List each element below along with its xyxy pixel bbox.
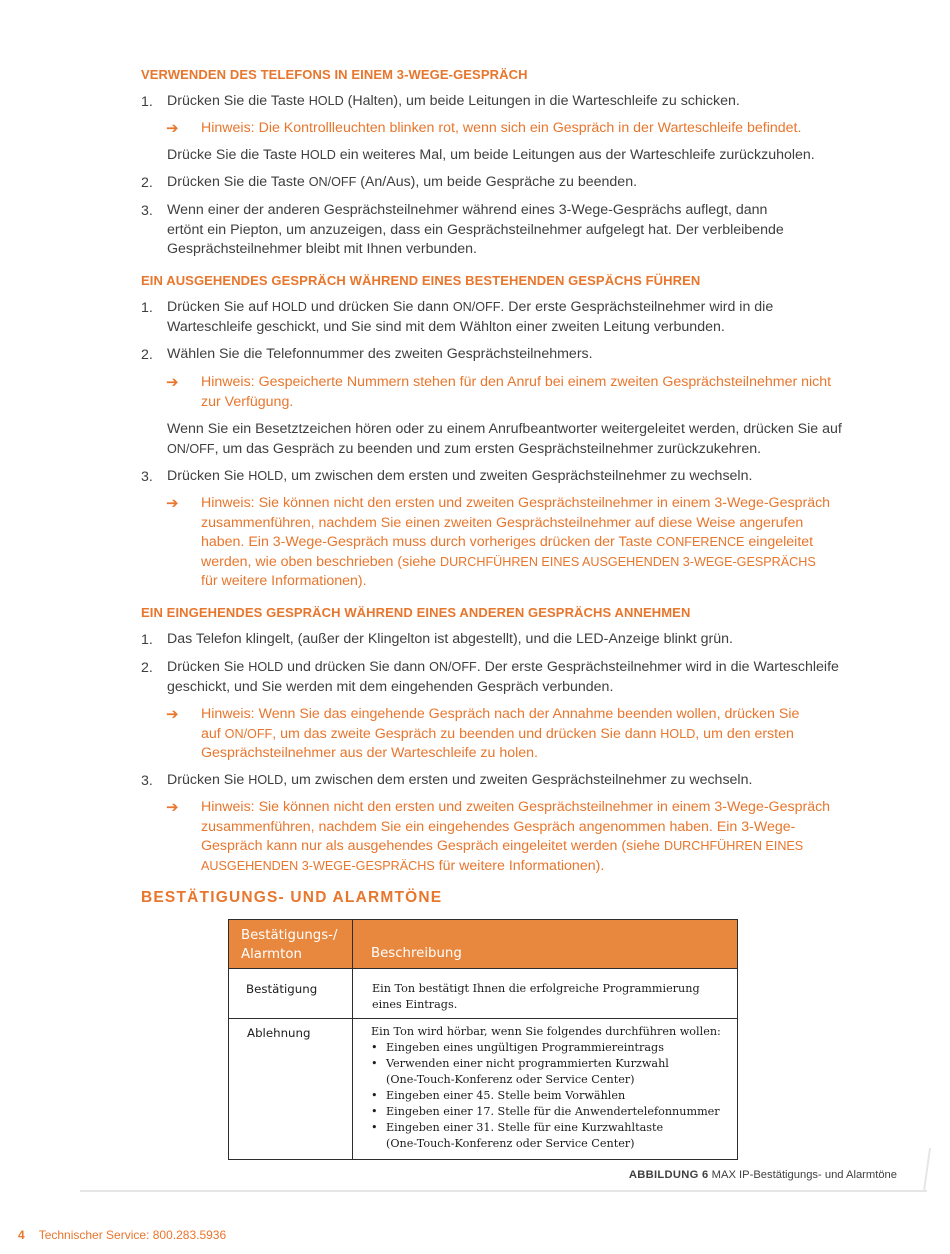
busy-paragraph: Wenn Sie ein Besetztzeichen hören oder zu einem Anrufbeantworter weitergeleitet werden, drücken Sie auf ON/OFF, um das Gespräch zu beenden und zum ersten Gesprächsteilnehmer zurückzukehren. [167, 421, 842, 457]
section-heading-3way: VERWENDEN DES TELEFONS IN EINEM 3-WEGE-GESPRÄCH [141, 67, 528, 82]
list-item-text: Wählen Sie die Telefonnummer des zweiten Gesprächsteilnehmers. [167, 346, 593, 362]
note-1: Hinweis: Die Kontrollleuchten blinken rot, wenn sich ein Gespräch in der Warteschleife befindet. [201, 120, 802, 136]
note-5: Hinweis: Sie können nicht den ersten und zweiten Gesprächsteilnehmer in einem 3-Wege-Gespräch zusammenführen, nachdem Sie ein eingehendes Gespräch angenommen haben. Ein 3-Wege- Gespräch kann nur als ausgehendes Gespräch eingeleitet werden (siehe DURCHFÜHREN EINES AUSGEHENDEN 3-WEGE-GESPRÄCHS für weitere Informationen). [201, 799, 831, 874]
note-2: Hinweis: Gespeicherte Nummern stehen für den Anruf bei einem zweiten Gesprächsteilnehmer nicht zur Verfügung. [201, 374, 832, 410]
arrow-right-icon: ➔ [166, 374, 179, 391]
list-number: 2. [141, 175, 153, 191]
footer-rule-corner [923, 1148, 931, 1191]
row-divider [229, 1018, 737, 1019]
arrow-right-icon: ➔ [166, 799, 179, 816]
tones-table [228, 919, 738, 1160]
list-item-text: Drücken Sie die Taste HOLD (Halten), um beide Leitungen in die Warteschleife zu schicken. [167, 93, 740, 109]
list-item-text: Drücken Sie HOLD und drücken Sie dann ON/OFF. Der erste Gesprächsteilnehmer wird in die Warteschleife geschickt, und Sie werden mit dem eingehenden Gespräch verbunden. [167, 659, 839, 695]
list-item: • Verwenden einer nicht programmierten Kurzwahl (One-Touch-Konferenz oder Service Center) [371, 1056, 721, 1088]
arrow-right-icon: ➔ [166, 120, 179, 137]
list-number: 3. [141, 203, 153, 219]
figure-caption: ABBILDUNG 6 MAX IP-Bestätigungs- und Alarmtöne [628, 1169, 897, 1181]
row-label-reject: Ablehnung [247, 1026, 311, 1040]
list-item: • Eingeben einer 45. Stelle beim Vorwählen [371, 1088, 721, 1104]
list-number: 2. [141, 660, 153, 676]
note-3: Hinweis: Sie können nicht den ersten und zweiten Gesprächsteilnehmer in einem 3-Wege-Gespräch zusammenführen, nachdem Sie einen zweiten Gesprächsteilnehmer auf diese Weise angerufen haben. Ein 3-Wege-Gespräch muss durch vorheriges drücken der Taste CONFERENCE eingeleitet werden, wie oben beschrieben (siehe DURCHFÜHREN EINES AUSGEHENDEN 3-WEGE-GESPRÄCHS für weitere Informationen). [201, 495, 831, 590]
list-number: 1. [141, 632, 153, 648]
list-item-text: Drücken Sie die Taste ON/OFF (An/Aus), um beide Gespräche zu beenden. [167, 174, 638, 190]
list-item-text: Drücken Sie HOLD, um zwischen dem ersten und zweiten Gesprächsteilnehmer zu wechseln. [167, 772, 753, 788]
support-phone: Technischer Service: 800.283.5936 [38, 1228, 227, 1242]
note-4: Hinweis: Wenn Sie das eingehende Gespräch nach der Annahme beenden wollen, drücken Sie auf ON/OFF, um das zweite Gespräch zu beenden und drücken Sie dann HOLD, um den ersten Gesprächsteilnehmer aus der Warteschleife zu holen. [201, 706, 800, 762]
reject-bullet-list [371, 1040, 721, 1152]
key-onoff: ON/OFF [308, 175, 357, 189]
row-description-reject: Ein Ton wird hörbar, wenn Sie folgendes durchführen wollen: • Eingeben eines ungültigen Programmiereintrags • Verwenden einer nicht programmierten Kurzwahl (One-Touch-Konferenz oder Service Center) • Eingeben einer 45. Stelle beim Vorwählen • Eingeben einer 17. Stelle für die Anwendertelefonnummer • Eingeben einer 31. Stelle für eine Kurzwahltaste (One-Touch-Konferenz oder Service Center) [371, 1024, 721, 1152]
follow-text: Drücke Sie die Taste HOLD ein weiteres Mal, um beide Leitungen aus der Warteschleife zurückzuholen. [167, 147, 815, 163]
section-heading-outgoing: EIN AUSGEHENDES GESPRÄCH WÄHREND EINES BESTEHENDEN GESPÄCHS FÜHREN [141, 273, 701, 288]
list-number: 3. [141, 469, 153, 485]
list-number: 3. [141, 773, 153, 789]
list-item: • Eingeben einer 31. Stelle für eine Kurzwahltaste (One-Touch-Konferenz oder Service Center) [371, 1120, 721, 1152]
section-heading-tones: BESTÄTIGUNGS- UND ALARMTÖNE [141, 889, 443, 906]
list-item-text: Wenn einer der anderen Gesprächsteilnehmer während eines 3-Wege-Gesprächs auflegt, dann ertönt ein Piepton, um anzuzeigen, dass ein Gesprächsteilnehmer aufgelegt hat. Der verbleibende Gesprächsteilnehmer bleibt mit Ihnen verbunden. [167, 202, 784, 258]
row-label-confirm: Bestätigung [246, 982, 318, 996]
row-divider [229, 968, 737, 969]
row-description-confirm: Ein Ton bestätigt Ihnen die erfolgreiche Programmierung eines Eintrags. [372, 982, 700, 1011]
key-hold: HOLD [308, 94, 344, 108]
key-hold: HOLD [300, 148, 336, 162]
column-header-tone: Bestätigungs-/ Alarmton [241, 928, 338, 962]
section-heading-incoming: EIN EINGEHENDES GESPRÄCH WÄHREND EINES ANDEREN GESPRÄCHS ANNEHMEN [141, 605, 691, 620]
list-number: 1. [141, 300, 153, 316]
arrow-right-icon: ➔ [166, 495, 179, 512]
column-header-description: Beschreibung [371, 946, 462, 961]
column-divider [352, 920, 353, 1159]
list-item-text: Das Telefon klingelt, (außer der Klingelton ist abgestellt), und die LED-Anzeige blinkt grün. [167, 631, 733, 647]
list-item: • Eingeben einer 17. Stelle für die Anwendertelefonnummer [371, 1104, 721, 1120]
list-number: 2. [141, 347, 153, 363]
page-number: 4 [18, 1228, 25, 1242]
list-item-text: Drücken Sie HOLD, um zwischen dem ersten und zweiten Gesprächsteilnehmer zu wechseln. [167, 468, 753, 484]
list-item-text: Drücken Sie auf HOLD und drücken Sie dann ON/OFF. Der erste Gesprächsteilnehmer wird in die Warteschleife geschickt, und Sie sind mit dem Wählton einer zweiten Leitung verbunden. [167, 299, 774, 335]
list-number: 1. [141, 94, 153, 110]
list-item: • Eingeben eines ungültigen Programmiereintrags [371, 1040, 721, 1056]
page-footer [18, 1228, 226, 1242]
footer-rule [80, 1190, 927, 1192]
arrow-right-icon: ➔ [166, 706, 179, 723]
